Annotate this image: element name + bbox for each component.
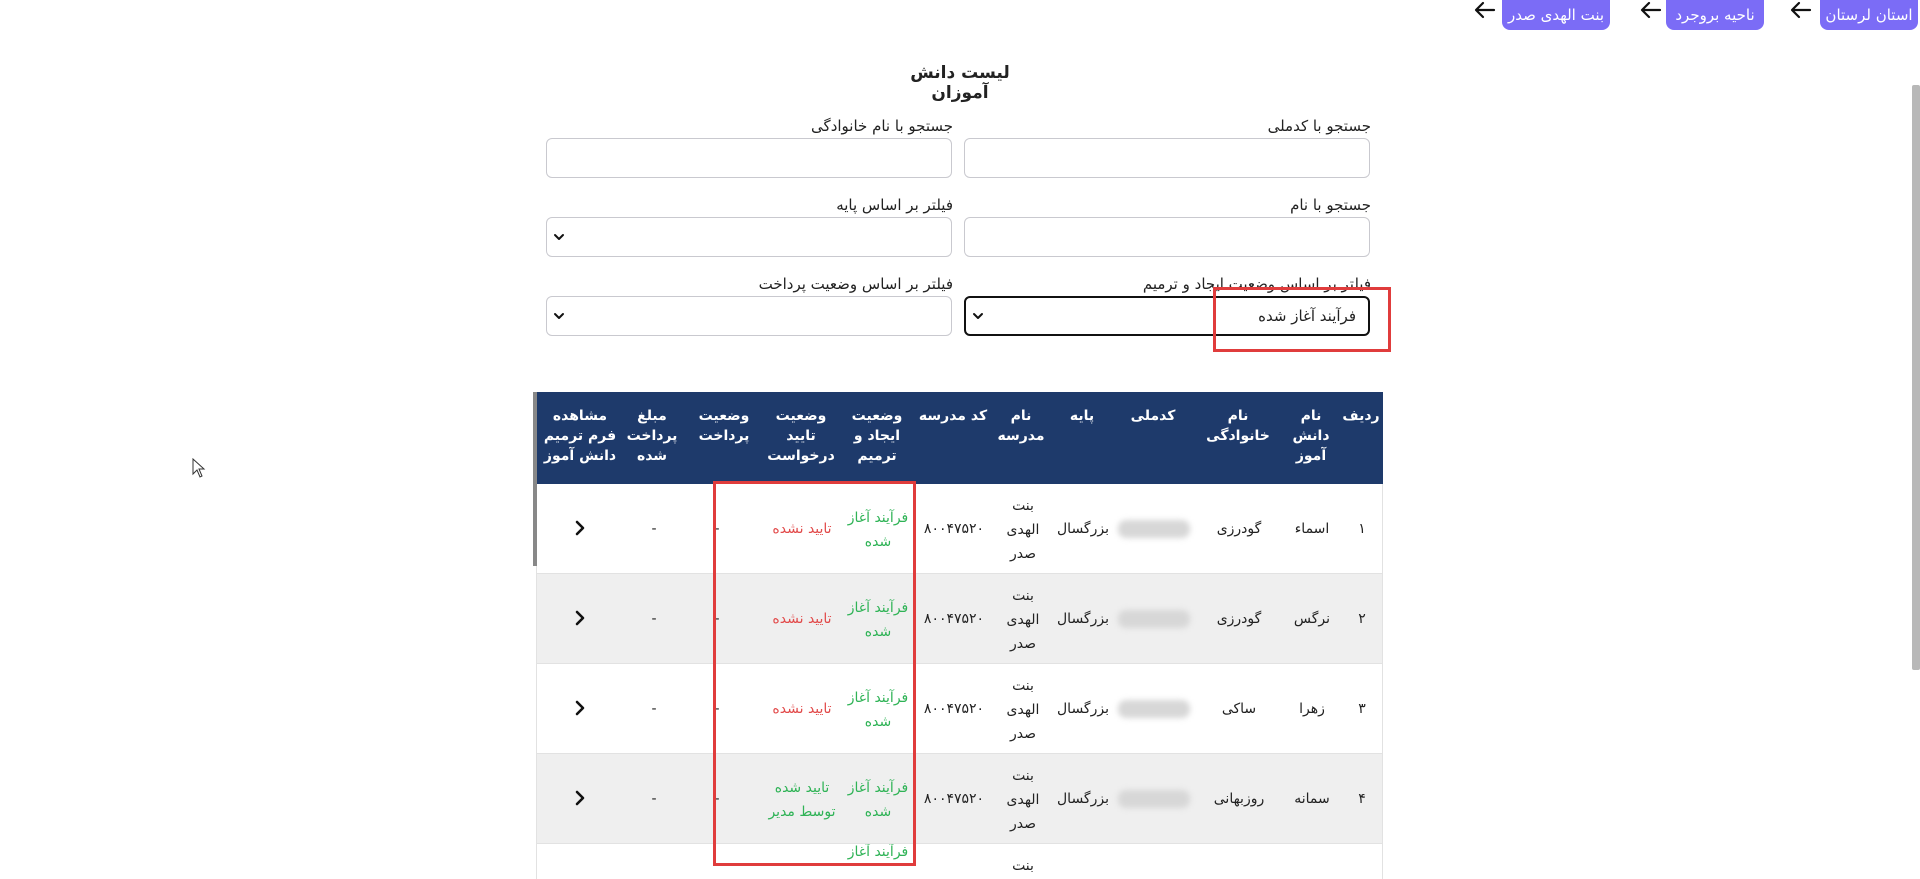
table-row <box>536 754 1383 844</box>
status-filter-highlight <box>1213 287 1391 352</box>
cell-approve-status: تایید شده توسط مدیر <box>768 780 836 820</box>
header-school-code: کد مدرسه <box>918 408 988 424</box>
cell-row-number: ۴ <box>1358 791 1366 807</box>
national-code-input[interactable] <box>964 138 1370 178</box>
cell-pay-status: - <box>714 611 720 627</box>
header-row: ردیف <box>1342 408 1380 424</box>
table-header <box>533 392 1383 484</box>
payment-filter-label: فیلتر بر اساس وضعیت پرداخت <box>758 275 953 293</box>
chevron-right-icon[interactable] <box>573 790 587 806</box>
status-filter-label: فیلتر بر اساس وضعیت ایجاد و ترمیم <box>1142 275 1371 293</box>
arrow-left-icon <box>1470 0 1496 22</box>
cell-school-code: ۸۰۰۴۷۵۲۰ <box>923 521 985 537</box>
cell-pay-status: - <box>714 791 720 807</box>
status-columns-highlight <box>713 481 916 866</box>
cell-school: بنت <box>1012 858 1034 874</box>
chevron-down-icon <box>972 312 984 320</box>
table-row <box>536 574 1383 664</box>
cell-school: بنت الهدی صدر <box>1006 498 1040 562</box>
cell-name: زهرا <box>1299 701 1325 717</box>
cell-family: ساکی <box>1221 701 1257 717</box>
chevron-down-icon <box>553 233 565 241</box>
table-row <box>536 484 1383 574</box>
cell-paid-amount: - <box>651 701 657 717</box>
cell-national-code-redacted <box>1118 700 1190 718</box>
grade-filter-select[interactable] <box>546 217 952 257</box>
cell-school: بنت الهدی صدر <box>1006 678 1040 742</box>
header-pay-status: وضعیت پرداخت <box>698 408 750 444</box>
cell-school-code: ۸۰۰۴۷۵۲۰ <box>923 701 985 717</box>
table-row <box>536 844 1383 879</box>
cell-school: بنت الهدی صدر <box>1006 768 1040 832</box>
header-paid-amount: مبلغ پرداخت شده <box>626 408 678 464</box>
arrow-left-icon <box>1636 0 1662 22</box>
cell-create-status: فرآیند آغاز شده <box>847 600 909 640</box>
cell-row-number: ۳ <box>1358 701 1366 717</box>
cell-name: سمانه <box>1294 791 1330 807</box>
chevron-right-icon[interactable] <box>573 700 587 716</box>
chevron-down-icon <box>553 312 565 320</box>
breadcrumb-region[interactable]: ناحیه بروجرد <box>1666 0 1764 30</box>
cell-paid-amount: - <box>651 791 657 807</box>
name-input[interactable] <box>964 217 1370 257</box>
header-family: نام خانوادگی <box>1206 408 1270 444</box>
cell-paid-amount: - <box>651 521 657 537</box>
header-create-status: وضعیت ایجاد و ترمیم <box>851 408 903 464</box>
table-scrollbar[interactable] <box>533 392 537 566</box>
arrow-left-icon <box>1786 0 1812 22</box>
name-label: جستجو با نام <box>1290 196 1371 214</box>
cell-pay-status: - <box>714 701 720 717</box>
national-code-label: جستجو با کدملی <box>1267 117 1371 135</box>
header-grade: پایه <box>1069 408 1095 424</box>
chevron-right-icon[interactable] <box>573 520 587 536</box>
cell-row-number: ۱ <box>1358 521 1366 537</box>
family-name-label: جستجو با نام خانوادگی <box>811 117 953 135</box>
status-filter-value: فرآیند آغاز شده <box>1258 307 1356 325</box>
header-national-code: کدملی <box>1130 408 1176 424</box>
cell-pay-status: - <box>714 521 720 537</box>
cell-school: بنت الهدی صدر <box>1006 588 1040 652</box>
cell-approve-status: تایید نشده <box>772 611 832 627</box>
breadcrumb-province[interactable]: استان لرستان <box>1820 0 1918 30</box>
cell-grade: بزرگسال <box>1057 791 1109 807</box>
cell-create-status: فرآیند آغاز شده <box>847 690 909 730</box>
cell-family: گودرزی <box>1216 611 1262 627</box>
cell-paid-amount: - <box>651 611 657 627</box>
cell-school-code: ۸۰۰۴۷۵۲۰ <box>923 611 985 627</box>
page-scrollbar[interactable] <box>1912 85 1920 670</box>
breadcrumb-school[interactable]: بنت الهدی صدر <box>1502 0 1610 30</box>
cell-name: نرگس <box>1293 611 1331 627</box>
cell-family: گودرزی <box>1216 521 1262 537</box>
cell-national-code-redacted <box>1118 520 1190 538</box>
cell-name: اسماء <box>1294 521 1330 537</box>
cell-grade: بزرگسال <box>1057 611 1109 627</box>
cell-approve-status: تایید نشده <box>772 701 832 717</box>
mouse-cursor-icon <box>192 458 206 478</box>
header-school: نام مدرسه <box>997 408 1045 444</box>
cell-create-status: فرآیند آغاز <box>847 844 909 860</box>
header-view-form: مشاهده فرم ترمیم دانش آموز <box>543 408 617 464</box>
cell-create-status: فرآیند آغاز شده <box>847 780 909 820</box>
header-approve-status: وضعیت تایید درخواست <box>767 408 835 464</box>
page-title: لیست دانش آموزان <box>910 63 1010 103</box>
cell-school-code: ۸۰۰۴۷۵۲۰ <box>923 791 985 807</box>
cell-create-status: فرآیند آغاز شده <box>847 510 909 550</box>
cell-row-number: ۲ <box>1358 611 1366 627</box>
cell-grade: بزرگسال <box>1057 521 1109 537</box>
grade-filter-label: فیلتر بر اساس پایه <box>836 196 953 214</box>
cell-family: روزبهانی <box>1213 791 1265 807</box>
table-row <box>536 664 1383 754</box>
cell-national-code-redacted <box>1118 790 1190 808</box>
cell-national-code-redacted <box>1118 610 1190 628</box>
cell-approve-status: تایید نشده <box>772 521 832 537</box>
cell-grade: بزرگسال <box>1057 701 1109 717</box>
chevron-right-icon[interactable] <box>573 610 587 626</box>
family-name-input[interactable] <box>546 138 952 178</box>
payment-filter-select[interactable] <box>546 296 952 336</box>
header-name: نام دانش آموز <box>1292 408 1330 464</box>
